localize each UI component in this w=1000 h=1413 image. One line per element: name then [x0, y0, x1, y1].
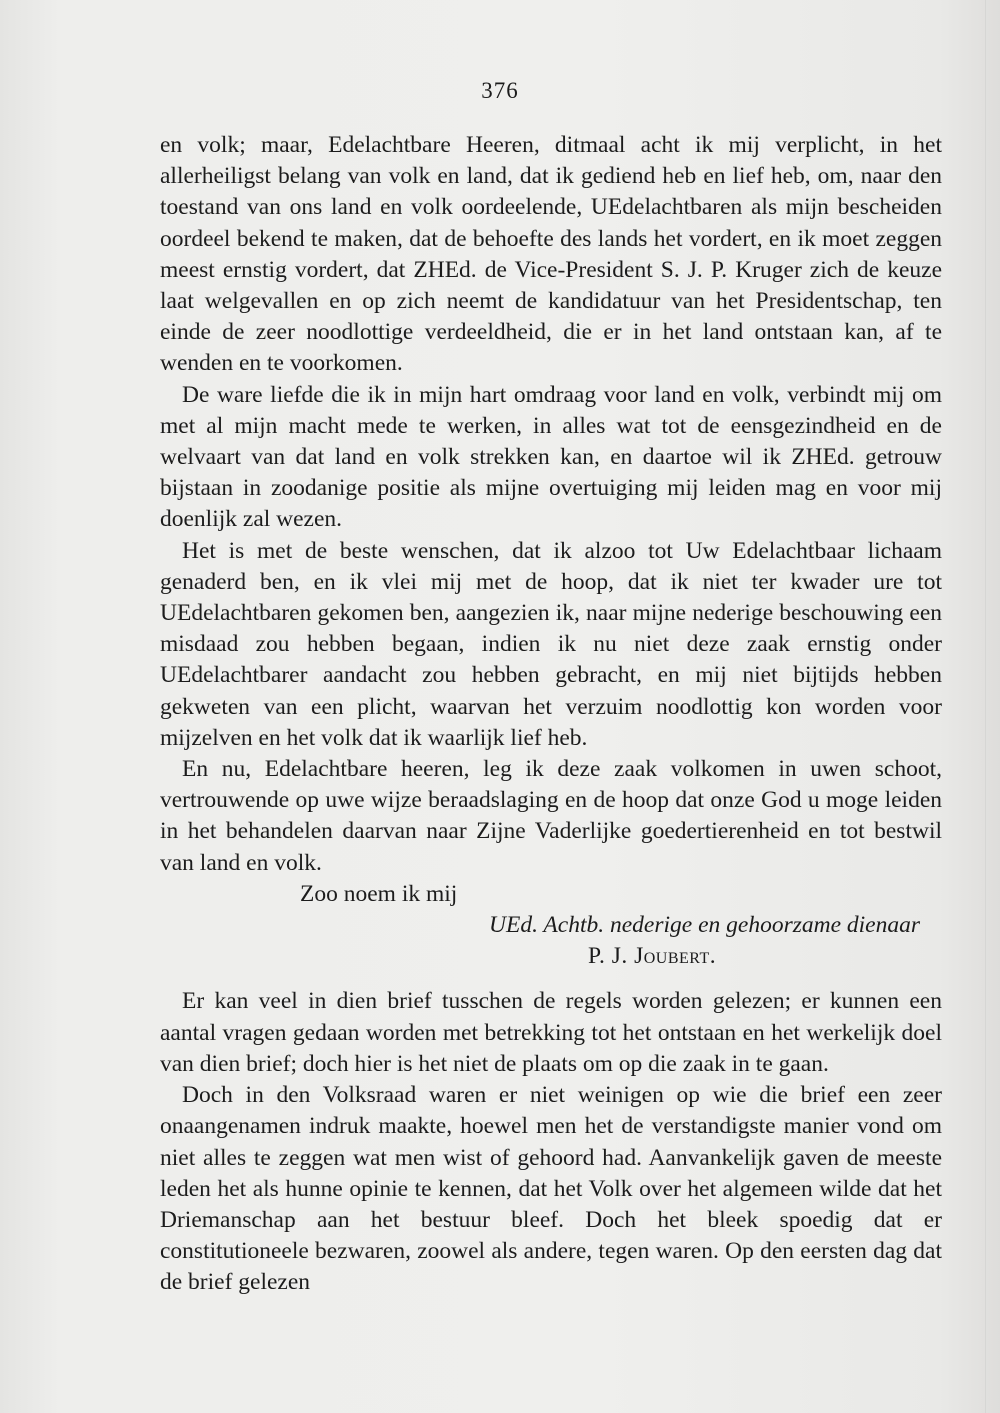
paragraph-2: De ware liefde die ik in mijn hart omdraag voor land en volk, verbindt mij om met al mijn macht mede te werken, in alles wat tot de eensgezindheid en de welvaart van dat land en volk strekken kan, en daartoe wil ik ZHEd. getrouw bijstaan in zoodanige positie als mijne overtuiging mij leiden mag en voor mij doenlijk zal wezen.: [160, 381, 942, 533]
section-gap: [160, 972, 942, 986]
signature-name: P. J. Joubert.: [588, 943, 717, 970]
signature-line: UEd. Achtb. nederige en gehoorzame dienaar: [489, 912, 920, 939]
paragraph-1: en volk; maar, Edelachtbare Heeren, ditmaal acht ik mij verplicht, in het allerheiligst belang van volk en land, dat ik gediend heb en lief heb, om, naar den toestand van ons land en volk oordeelende, UEdelachtbaren als mijn bescheiden oordeel bekend te maken, dat de behoefte des lands het vordert, en ik moet zeggen meest ernstig vordert, dat ZHEd. de Vice-President S. J. P. Kruger zich de keuze laat welgevallen en op zich neemt de kandidatuur van het Presidentschap, ten einde de zeer noodlottige verdeeldheid, die er in het land ontstaan kan, af te wenden en te voorkomen.: [160, 132, 942, 377]
paragraph-5: Er kan veel in dien brief tusschen de regels worden gelezen; er kunnen een aantal vragen gedaan worden met betrekking tot het ontstaan en het werkelijk doel van dien brief; doch hier is het niet de plaats om op die zaak in te gaan.: [160, 988, 942, 1077]
page-body: [160, 130, 942, 1299]
letter-closing: Zoo noem ik mij: [300, 880, 458, 907]
paragraph-4: En nu, Edelachtbare heeren, leg ik deze zaak volkomen in uwen schoot, vertrouwende op uwe wijze beraadslaging en de hoop dat onze God u moge leiden in het behandelen daarvan naar Zijne Vaderlijke goedertierenheid en tot bestwil van land en volk.: [160, 756, 942, 876]
page-number: 376: [481, 78, 519, 103]
paragraph-6: Doch in den Volksraad waren er niet weinigen op wie die brief een zeer onaangenamen indruk maakte, hoewel men het de verstandigste manier vond om niet alles te zeggen wat men wist of gehoord had. Aanvankelijk gaven de meeste leden het als hunne opinie te kennen, dat het Volk over het algemeen wilde dat het Driemanschap aan het bestuur bleef. Doch het bleek spoedig dat er constitutioneele bezwaren, zoowel als andere, tegen waren. Op den eersten dag dat de brief gelezen: [160, 1082, 942, 1296]
page-edge-line: [985, 0, 986, 1413]
paragraph-3: Het is met de beste wenschen, dat ik alzoo tot Uw Edelachtbaar lichaam genaderd ben, en ik vlei mij met de hoop, dat ik niet ter kwader ure tot UEdelachtbaren gekomen ben, aangezien ik, naar mijne nederige beschouwing een misdaad zou hebben begaan, indien ik nu niet deze zaak ernstig onder UEdelachtbarer aandacht zou hebben gebracht, en mij niet bijtijds hebben gekweten van een plicht, waarvan het verzuim noodlottig kon worden voor mijzelven en het volk dat ik waarlijk lief heb.: [160, 537, 942, 751]
